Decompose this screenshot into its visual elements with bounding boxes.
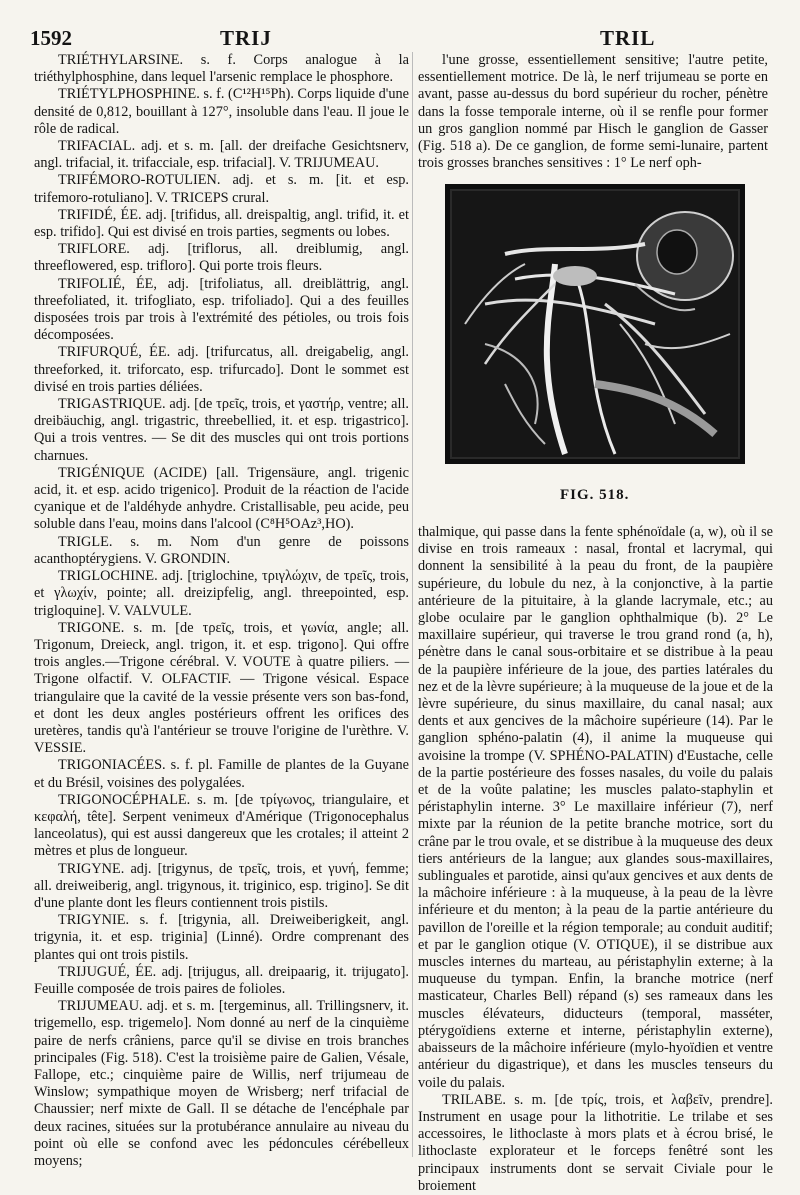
entry-trigoniacees: TRIGONIACÉES. s. f. pl. Famille de plantes de la Guyane et du Brésil, voisines des polygalées. [34, 757, 409, 791]
entry-trigone: TRIGONE. s. m. [de τρεῖς, trois, et γωνία, angle; all. Trigonum, Dreieck, angl. trigon, it. et esp. trigono]. Qui offre trois angles.—Trigone cérébral. V. VOUTE à quatre piliers. — Trigone olfactif. V. OLFACTIF. — Trigone vésical. Espace triangulaire que la cavité de la vessie présente vers son bas-fond, et dont les deux angles postérieurs offrent les orifices des uretères, tandis qu'à l'antérieur se trouve l'origine de l'urèthre. V. VESSIE. [34, 619, 409, 757]
column-divider [412, 52, 413, 1157]
page-number: 1592 [30, 26, 72, 50]
entry-trietylphosphine: TRIÉTYLPHOSPHINE. s. f. (C¹²H¹⁵Ph). Corps liquide d'une densité de 0,812, bouillant à 127°, insoluble dans l'eau. Il joue le rôle de radical. [34, 86, 409, 137]
entry-trigle: TRIGLE. s. m. Nom d'un genre de poissons acanthoptérygiens. V. GRONDIN. [34, 533, 409, 567]
entry-trilabe: TRILABE. s. m. [de τρίς, trois, et λαβεῖν, prendre]. Instrument en usage pour la lithotritie. Le trilabe et ses accessoires, le lithoclaste à mors plats et à écrou brisé, le lithoclaste explorateur et le forceps fenêtré sont les principaux instruments dont se servait Civiale pour le broiement [418, 1091, 773, 1194]
entry-triethylarsine: TRIÉTHYLARSINE. s. f. Corps analogue à la triéthylphosphine, dans lequel l'arsenic remplace le phosphore. [34, 52, 409, 86]
entry-trigynie: TRIGYNIE. s. f. [trigynia, all. Dreiweiberigkeit, angl. trigynia, it. et esp. triginia] (Linné). Ordre comprenant des plantes qui ont trois pistils. [34, 912, 409, 963]
left-column [34, 52, 409, 1170]
running-head-left: TRIJ [220, 26, 272, 50]
trijumeau-continuation: l'une grosse, essentiellement sensitive; l'autre petite, essentiellement motrice. De là, le nerf trijumeau se porte en avant, passe au-dessus du bord supérieur du rocher, pénètre dans la fosse temporale interne, où il se renfle pour former un gros ganglion nommé par Hisch le ganglion de Gasser (Fig. 518 a). De ce ganglion, de forme semi-lunaire, partent trois grosses branches sensitives : 1° Le nerf oph- [418, 52, 768, 172]
entry-trigyne: TRIGYNE. adj. [trigynus, de τρεῖς, trois, et γυνή, femme; all. dreiweiberig, angl. trigynous, it. triginico, esp. trigino]. Se dit d'une plante dont les fleurs contiennent trois pistils. [34, 860, 409, 911]
running-head-right: TRIL [600, 26, 656, 50]
entry-trigonocephale: TRIGONOCÉPHALE. s. m. [de τρίγωνος, triangulaire, et κεφαλή, tête]. Serpent venimeux d'Amérique (Trigonocephalus lanceolatus), qui est aussi dangereux que les crotales; il atteint 2 mètres et plus de longueur. [34, 791, 409, 860]
figure-caption: FIG. 518. [560, 487, 630, 503]
entry-trijugue: TRIJUGUÉ, ÉE. adj. [trijugus, all. dreipaarig, it. trijugato]. Feuille composée de trois paires de folioles. [34, 963, 409, 997]
entry-trigenique: TRIGÉNIQUE (ACIDE) [all. Trigensäure, angl. trigenic acid, it. et esp. acido trigenico]. Produit de la réaction de l'acide cyanique et de l'aldéhyde anhydre. Cristallisable, peu acide, peu soluble dans l'eau, moins dans l'alcool (C⁸H⁵OAz³,HO). [34, 464, 409, 533]
figure-518 [445, 184, 745, 464]
right-column-bottom [418, 524, 773, 1195]
entry-triflore: TRIFLORE. adj. [triflorus, all. dreiblumig, angl. threeflowered, esp. trifloro]. Qui porte trois fleurs. [34, 241, 409, 275]
entry-trigastrique: TRIGASTRIQUE. adj. [de τρεῖς, trois, et γαστήρ, ventre; all. dreibäuchig, angl. trigastric, threebellied, it. et esp. trigastrico]. Qui a trois ventres. — Se dit des muscles qui ont trois portions charnues. [34, 396, 409, 464]
entry-trifemoro-rotulien: TRIFÉMORO-ROTULIEN. adj. et s. m. [it. et esp. trifemoro-rotuliano]. V. TRICEPS crural. [34, 172, 409, 206]
trigeminal-nerve-engraving [445, 184, 745, 464]
trijumeau-branches: thalmique, qui passe dans la fente sphénoïdale (a, w), où il se divise en trois rameaux : nasal, frontal et lacrymal, qui donnent la sensibilité à la peau du front, de la paupière supérieure, du lobule du nez, à la conjonctive, à la partie antérieure de la pituitaire, à la glande lacrymale, etc.; au globe oculaire par le ganglion ophthalmique (b). 2° Le maxillaire supérieur, qui traverse le trou grand rond (a, h), pénètre dans le canal sous-orbitaire et se distribue à la peau de la paupière inférieure de la joue, des parties latérales du nez et de la lèvre supérieure; à la muqueuse de la joue et de la lèvre supérieure, du sinus maxillaire, du canal nasal; aux dents et aux gencives de la mâchoire supérieure (14). Par le ganglion sphéno-palatin (4), il anime la muqueuse qui avoisine la trompe (V. SPHÉNO-PALATIN) d'Eustache, celle de la partie postérieure des fosses nasales, du voile du palais et de la voûte palatine; les muscles palato-staphylin et péristaphylin interne. 3° Le maxillaire inférieur (7), nerf mixte par la réunion de la petite branche motrice, sort du crâne par le trou ovale, et se distribue à la muqueuse des deux tiers antérieurs de la langue; aux glandes sous-maxillaires, sublinguales et parotide, ainsi qu'aux gencives et aux dents de la mâchoire inférieure : à la muqueuse, à la peau de la lèvre inférieure et du menton; à la peau de la partie antérieure du pavillon de l'oreille et la région temporale; au conduit auditif; et par le ganglion otique (V. OTIQUE), il se distribue aux muscles internes du marteau, au péristaphylin externe; à la muqueuse du tympan. Enfin, la branche motrice (nerf masticateur, Charles Bell) répand (s) ses rameaux dans les muscles élévateurs, diducteurs (temporal, masséter, ptérygoïdiens externe et interne, péristaphylin externe), abaisseurs de la mâchoire inférieure (mylo-hyoïdien et ventre antérieur du digastrique), et dans les muscles tenseurs du voile du palais. [418, 524, 773, 1091]
entry-trifacial: TRIFACIAL. adj. et s. m. [all. der dreifache Gesichtsnerv, angl. trifacial, it. trifacciale, esp. trifacial]. V. TRIJUMEAU. [34, 138, 409, 172]
entry-trijumeau: TRIJUMEAU. adj. et s. m. [tergeminus, all. Trillingsnerv, it. trigemello, esp. trigemelo]. Nom donné au nerf de la cinquième paire de nerfs crâniens, parce qu'il se divise en trois branches principales (Fig. 518). C'est la troisième paire de Galien, Vésale, Fallope, etc.; cinquième paire de Willis, nerf trijumeau de Winslow; sympathique moyen de Wrisberg; nerf trifacial de Chaussier; nerf mixte de Gall. Il se détache de l'encéphale par deux racines, situées sur la protubérance annulaire au niveau du point où elle se confond avec les pédoncules cérébelleux moyens; [34, 998, 409, 1169]
entry-trifolie: TRIFOLIÉ, ÉE, adj. [trifoliatus, all. dreiblättrig, angl. threefoliated, it. trifogliato, esp. trifoliado]. Qui a des feuilles disposées trois par trois à l'extrémité des pétioles, ou trois fois décomposées. [34, 275, 409, 344]
entry-trifurque: TRIFURQUÉ, ÉE. adj. [trifurcatus, all. dreigabelig, angl. threeforked, it. triforcato, esp. trifurcado]. Dont le sommet est divisé en trois parties déliées. [34, 344, 409, 395]
entry-triglochine: TRIGLOCHINE. adj. [triglochine, τριγλώχιν, de τρεῖς, trois, et γλωχίν, pointe; all. dreizipfelig, angl. threepointed, esp. trigloquine]. V. VALVULE. [34, 568, 409, 619]
right-column-top [418, 52, 768, 172]
entry-trifide: TRIFIDÉ, ÉE. adj. [trifidus, all. dreispaltig, angl. trifid, it. et esp. trifido]. Qui est divisé en trois parties, segments ou lobes. [34, 206, 409, 241]
running-header [30, 26, 772, 54]
